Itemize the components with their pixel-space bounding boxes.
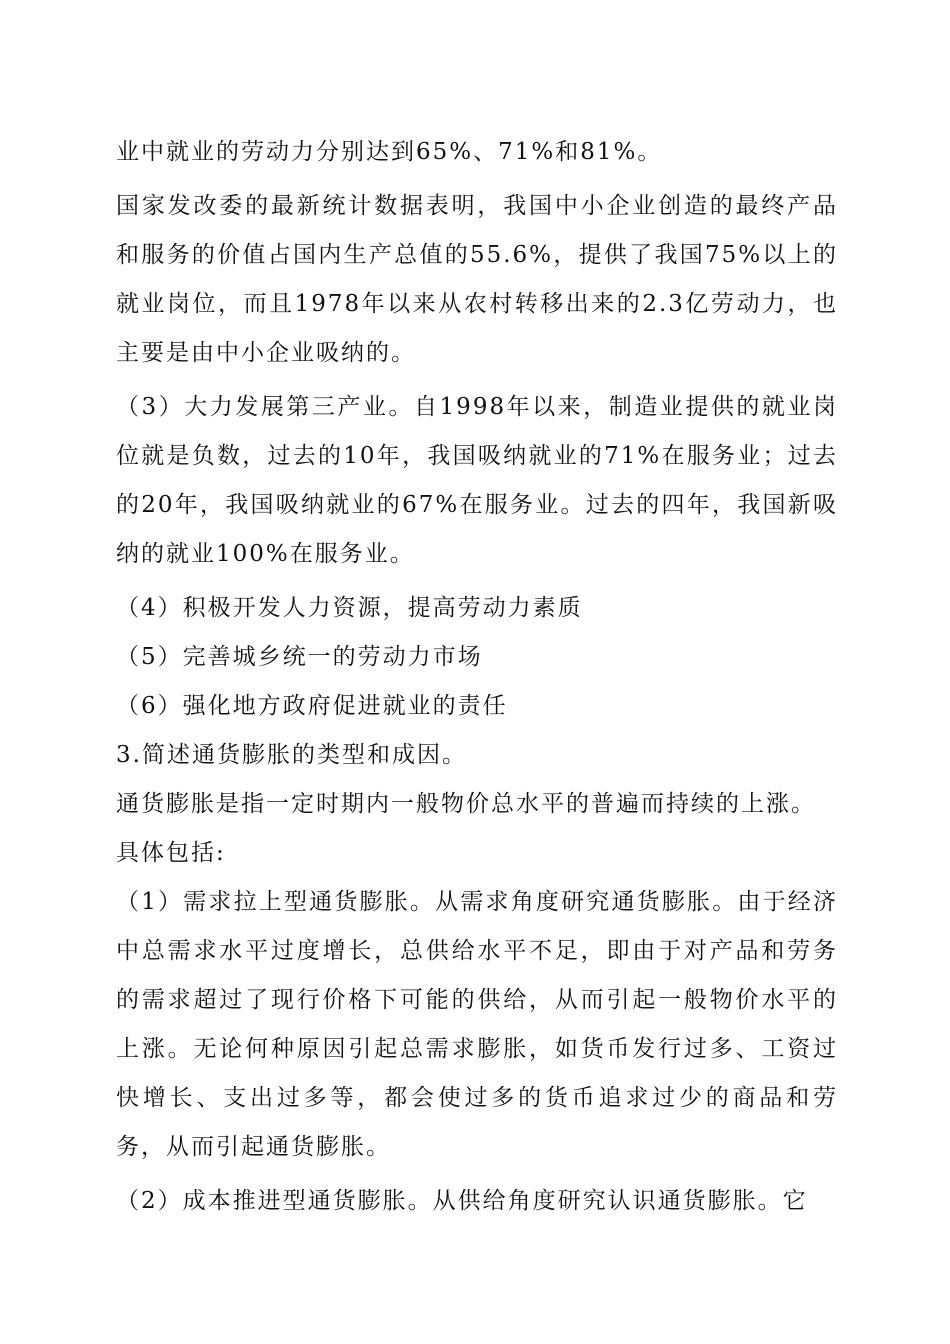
paragraph-cost-push: （2）成本推进型通货膨胀。从供给角度研究认识通货膨胀。它: [116, 1188, 808, 1214]
paragraph-employment-shares: 业中就业的劳动力分别达到65%、71%和81%。: [116, 139, 663, 165]
paragraph-human-resources: （4）积极开发人力资源，提高劳动力素质: [116, 595, 583, 621]
paragraph-demand-pull: （1）需求拉上型通货膨胀。从需求角度研究通货膨胀。由于经济中总需求水平过度增长，总供给水平不足，即由于对产品和劳务的需求超过了现行价格下可能的供给，从而引起一般物价水平的上涨。无论何种原因引起总需求膨胀，如货币发行过多、工资过快增长、支出过多等，都会使过多的货币追求过少的商品和劳务，从而引起通货膨胀。: [116, 889, 838, 1160]
paragraph-sme-statistics: 国家发改委的最新统计数据表明，我国中小企业创造的最终产品和服务的价值占国内生产总值的55.6%，提供了我国75%以上的就业岗位，而且1978年以来从农村转移出来的2.3亿劳动力，也主要是由中小企业吸纳的。: [116, 193, 838, 366]
paragraph-inflation-definition: 通货膨胀是指一定时期内一般物价总水平的普遍而持续的上涨。: [116, 791, 816, 817]
document-body: [116, 128, 838, 1231]
question-heading-inflation: 3.简述通货膨胀的类型和成因。: [116, 742, 467, 768]
paragraph-local-government: （6）强化地方政府促进就业的责任: [116, 693, 508, 719]
paragraph-labor-market: （5）完善城乡统一的劳动力市场: [116, 644, 483, 670]
paragraph-tertiary-industry: （3）大力发展第三产业。自1998年以来，制造业提供的就业岗位就是负数，过去的10年，我国吸纳就业的71%在服务业；过去的20年，我国吸纳就业的67%在服务业。过去的四年，我国新吸纳的就业100%在服务业。: [116, 394, 838, 567]
paragraph-specifics-intro: 具体包括:: [116, 840, 226, 866]
